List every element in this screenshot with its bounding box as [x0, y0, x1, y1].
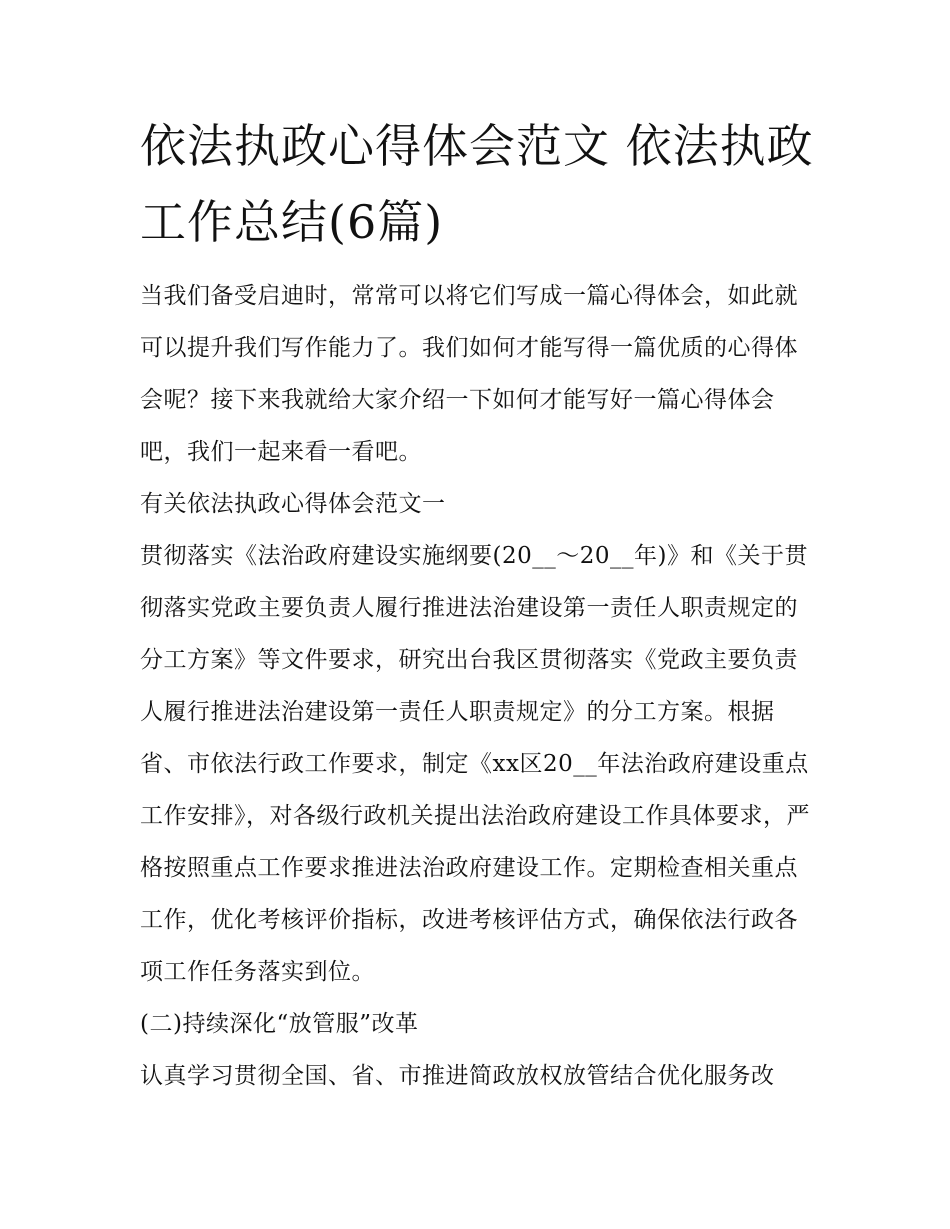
- subheading-2: (二)持续深化“放管服”改革: [140, 1011, 419, 1037]
- document-title: 依法执政心得体会范文 依法执政工作总结(6篇): [140, 119, 814, 249]
- document-body: [140, 108, 820, 1102]
- body-paragraph-1: 贯彻落实《法治政府建设实施纲要(20__～20__年)》和《关于贯彻落实党政主要负责人履行推进法治建设第一责任人职责规定的分工方案》等文件要求，研究出台我区贯彻落实《党政主要负责人履行推进法治建设第一责任人职责规定》的分工方案。根据省、市依法行政工作要求，制定《xx区20__年法治政府建设重点工作安排》，对各级行政机关提出法治政府建设工作具体要求，严格按照重点工作要求推进法治政府建设工作。定期检查相关重点工作，优化考核评价指标，改进考核评估方式，确保依法行政各项工作任务落实到位。: [140, 543, 810, 985]
- section-heading-1: 有关依法执政心得体会范文一: [140, 491, 446, 517]
- intro-paragraph: 当我们备受启迪时，常常可以将它们写成一篇心得体会，如此就可以提升我们写作能力了。我们如何才能写得一篇优质的心得体会呢？接下来我就给大家介绍一下如何才能写好一篇心得体会吧，我们一起来看一看吧。: [140, 283, 798, 465]
- body-paragraph-2: 认真学习贯彻全国、省、市推进简政放权放管结合优化服务改: [140, 1063, 775, 1089]
